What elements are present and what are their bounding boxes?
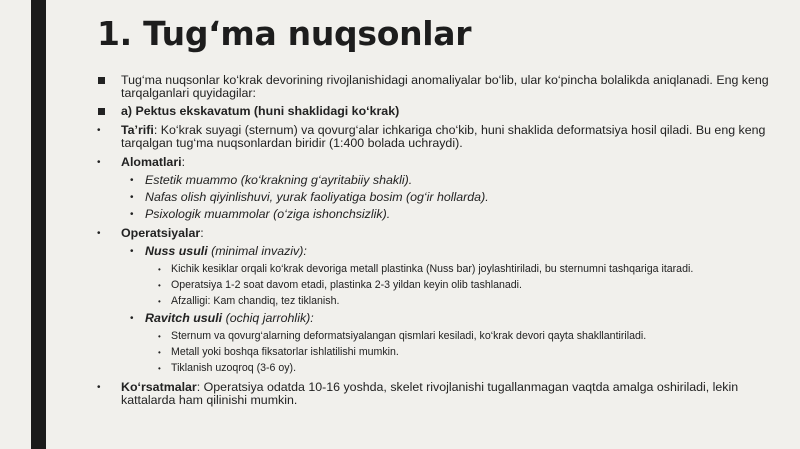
dot-bullet-icon: • [130, 192, 134, 203]
square-bullet-icon [98, 108, 105, 115]
dot-bullet-icon: • [97, 228, 101, 239]
tarifi-label: Ta’rifi [121, 123, 154, 137]
dot-bullet-icon: • [130, 175, 134, 186]
dot-bullet-icon: • [158, 332, 161, 341]
alomatlari-colon: : [181, 155, 186, 169]
nuss-item-text: Kichik kesiklar orqali ko‘krak devoriga metall plastinka (Nuss bar) joylashtiriladi, bu sternumni tashqariga itaradi. [171, 263, 694, 275]
korsatmalar-item [94, 381, 774, 407]
dot-bullet-icon: • [97, 382, 101, 393]
list-item [94, 362, 774, 374]
list-item [94, 191, 774, 204]
ravitch-label: Ravitch usuli [145, 311, 223, 325]
slide-accent-bar [31, 0, 46, 449]
dot-bullet-icon: • [130, 246, 134, 257]
nuss-note: (minimal invaziv): [207, 244, 307, 258]
intro-item [94, 74, 774, 100]
korsatmalar-text: : Operatsiya odatda 10-16 yoshda, skelet rivojlanishi tugallanmagan vaqtda amalga oshiriladi, lekin kattalarda ham qilinishi mumkin. [121, 380, 739, 407]
ravitch-item-text: Sternum va qovurg‘alarning deformatsiyalangan qismlari kesiladi, ko‘krak devori qayta shakllantiriladi. [171, 330, 647, 342]
operatsiyalar-label: Operatsiyalar [121, 226, 201, 240]
list-item [94, 174, 774, 187]
dot-bullet-icon: • [97, 125, 101, 136]
slide-title: 1. Tug‘ma nuqsonlar [97, 14, 472, 53]
list-item [94, 263, 774, 275]
alomat-text: Nafas olish qiyinlishuvi, yurak faoliyatiga bosim (og‘ir hollarda). [145, 190, 489, 204]
slide-body [94, 74, 774, 407]
ravitch-note: (ochiq jarrohlik): [222, 311, 314, 325]
square-bullet-icon [98, 77, 105, 84]
tarifi-text: : Ko‘krak suyagi (sternum) va qovurg‘alar ichkariga cho‘kib, huni shaklida deformatsiya hosil qiladi. Bu eng keng tarqalgan tug‘ma nuqsonlardan biridir (1:400 bolada uchraydi). [121, 123, 766, 150]
ravitch-item-text: Metall yoki boshqa fiksatorlar ishlatilishi mumkin. [171, 346, 399, 358]
operatsiyalar-item [94, 227, 774, 240]
korsatmalar-label: Ko‘rsatmalar [121, 380, 197, 394]
ravitch-item-text: Tiklanish uzoqroq (3-6 oy). [171, 362, 297, 374]
dot-bullet-icon: • [97, 157, 101, 168]
list-item [94, 330, 774, 342]
alomat-text: Psixologik muammolar (o‘ziga ishonchsizlik). [145, 207, 391, 221]
intro-text: Tug‘ma nuqsonlar ko‘krak devorining rivojlanishidagi anomaliyalar bo‘lib, ular ko‘pincha bolalikda aniqlanadi. Eng keng tarqalganlari quyidagilar: [121, 73, 769, 100]
dot-bullet-icon: • [158, 348, 161, 357]
nuss-item-text: Afzalligi: Kam chandiq, tez tiklanish. [171, 295, 340, 307]
list-item [94, 295, 774, 307]
alomatlari-label: Alomatlari [121, 155, 182, 169]
nuss-item [94, 245, 774, 258]
dot-bullet-icon: • [158, 297, 161, 306]
alomat-text: Estetik muammo (ko‘krakning g‘ayritabiiy shakli). [145, 173, 413, 187]
dot-bullet-icon: • [130, 209, 134, 220]
section-a-heading [94, 105, 774, 118]
dot-bullet-icon: • [158, 265, 161, 274]
list-item [94, 208, 774, 221]
alomatlari-item [94, 156, 774, 169]
list-item [94, 346, 774, 358]
tarifi-item [94, 124, 774, 150]
dot-bullet-icon: • [158, 281, 161, 290]
list-item [94, 279, 774, 291]
ravitch-item [94, 312, 774, 325]
dot-bullet-icon: • [130, 313, 134, 324]
nuss-label: Nuss usuli [145, 244, 208, 258]
dot-bullet-icon: • [158, 364, 161, 373]
operatsiyalar-colon: : [200, 226, 204, 240]
nuss-item-text: Operatsiya 1-2 soat davom etadi, plastinka 2-3 yildan keyin olib tashlanadi. [171, 279, 522, 291]
section-a-text: a) Pektus ekskavatum (huni shaklidagi ko‘krak) [121, 104, 400, 118]
